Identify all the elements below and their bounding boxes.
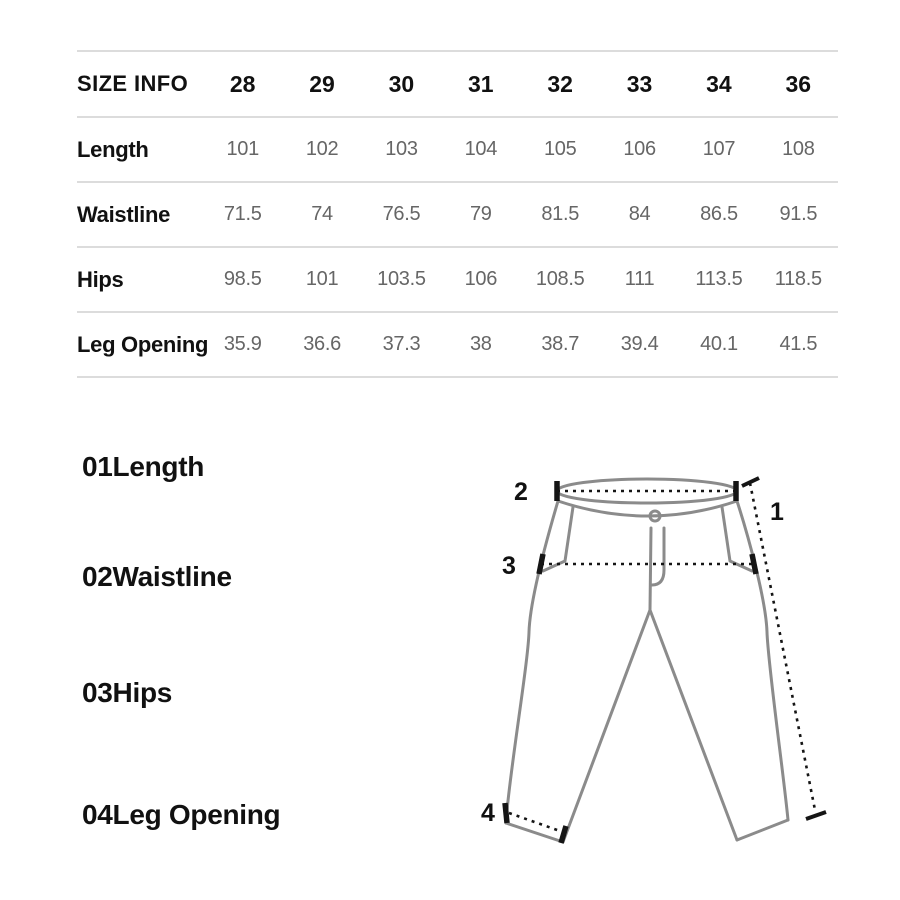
size-value-cell: 86.5 <box>700 203 738 225</box>
table-header-size-32: 32 <box>547 70 573 97</box>
legend-item-label: Length <box>112 451 205 482</box>
fly-line-right <box>652 528 664 585</box>
legend-item-label: Waistline <box>112 561 232 592</box>
left-inner-seam <box>563 610 650 842</box>
size-value-cell: 103 <box>385 138 418 160</box>
length-measurement <box>742 478 826 819</box>
leg-opening-tick-left <box>505 803 507 823</box>
table-header-size-29: 29 <box>309 70 335 97</box>
row-label: Length <box>77 136 149 162</box>
legend-item-number: 02 <box>82 561 113 592</box>
size-value-cell: 81.5 <box>541 203 580 225</box>
legend-item-number: 03 <box>82 677 113 708</box>
leg-opening-measurement <box>481 799 566 843</box>
left-outer-seam <box>506 501 558 823</box>
hips-tick-left <box>539 554 543 574</box>
legend-item-waistline <box>82 560 232 593</box>
leg-opening-measure-line <box>509 813 560 831</box>
right-hem <box>737 820 788 840</box>
legend-item-number: 01 <box>82 451 113 482</box>
table-header-size-info: SIZE INFO <box>77 71 189 96</box>
table-row-leg-opening <box>77 312 838 377</box>
row-label: Waistline <box>77 201 171 227</box>
left-hem <box>506 823 563 842</box>
size-value-cell: 41.5 <box>779 333 818 355</box>
size-table-header <box>77 51 838 117</box>
size-value-cell: 107 <box>702 138 736 160</box>
row-label: Leg Opening <box>77 331 209 357</box>
pants-measurement-diagram <box>440 430 900 890</box>
size-value-cell: 102 <box>305 138 339 160</box>
size-table-body <box>77 117 838 377</box>
pants-outline <box>506 479 788 842</box>
table-header-size-36: 36 <box>785 70 812 97</box>
length-marker-label: 1 <box>770 498 784 526</box>
size-value-cell: 105 <box>543 138 577 160</box>
size-info-table <box>77 50 838 378</box>
size-value-cell: 39.4 <box>620 333 659 355</box>
table-header-size-28: 28 <box>229 70 256 97</box>
size-value-cell: 103.5 <box>377 268 426 290</box>
size-value-cell: 101 <box>226 138 259 160</box>
legend-item-number: 04 <box>82 799 113 830</box>
leg-opening-marker-label: 4 <box>481 799 495 827</box>
size-value-cell: 98.5 <box>223 268 262 290</box>
size-value-cell: 76.5 <box>382 203 421 225</box>
size-value-cell: 79 <box>469 203 492 225</box>
size-value-cell: 40.1 <box>700 333 738 355</box>
fly-line-left <box>650 528 651 610</box>
size-value-cell: 104 <box>464 138 498 160</box>
hips-measurement <box>502 552 756 580</box>
right-inner-seam <box>650 610 737 840</box>
table-header-size-34: 34 <box>706 70 732 97</box>
size-value-cell: 35.9 <box>223 333 262 355</box>
size-value-cell: 111 <box>624 268 655 290</box>
size-value-cell: 101 <box>305 268 339 290</box>
size-value-cell: 106 <box>623 138 656 160</box>
size-value-cell: 71.5 <box>223 203 262 225</box>
legend-item-length <box>82 450 204 483</box>
size-value-cell: 106 <box>464 268 498 290</box>
size-value-cell: 113.5 <box>695 268 743 290</box>
row-label: Hips <box>77 266 124 292</box>
size-value-cell: 74 <box>311 203 333 225</box>
size-table-header-row <box>77 51 838 117</box>
leg-opening-tick-right <box>561 826 566 843</box>
size-value-cell: 37.3 <box>382 333 421 355</box>
hips-marker-label: 3 <box>502 552 516 580</box>
size-value-cell: 38 <box>469 333 492 355</box>
hips-tick-right <box>752 554 756 574</box>
length-tick-bottom <box>806 812 826 819</box>
size-value-cell: 118.5 <box>774 268 822 290</box>
legend-item-leg-opening <box>82 798 280 831</box>
legend-item-label: Hips <box>112 677 173 708</box>
right-outer-seam <box>737 501 788 820</box>
size-value-cell: 38.7 <box>541 333 580 355</box>
legend-item-label: Leg Opening <box>112 799 281 830</box>
size-value-cell: 84 <box>628 203 651 225</box>
size-value-cell: 108.5 <box>535 268 585 290</box>
table-header-size-31: 31 <box>468 70 494 97</box>
size-value-cell: 91.5 <box>779 203 818 225</box>
table-row-length <box>77 117 838 182</box>
table-row-waistline <box>77 182 838 247</box>
table-header-size-33: 33 <box>626 70 653 97</box>
legend-item-hips <box>82 676 172 709</box>
table-row-hips <box>77 247 838 312</box>
waistline-marker-label: 2 <box>514 478 528 506</box>
size-value-cell: 36.6 <box>303 333 341 355</box>
table-header-size-30: 30 <box>388 70 415 97</box>
size-value-cell: 108 <box>782 138 815 160</box>
